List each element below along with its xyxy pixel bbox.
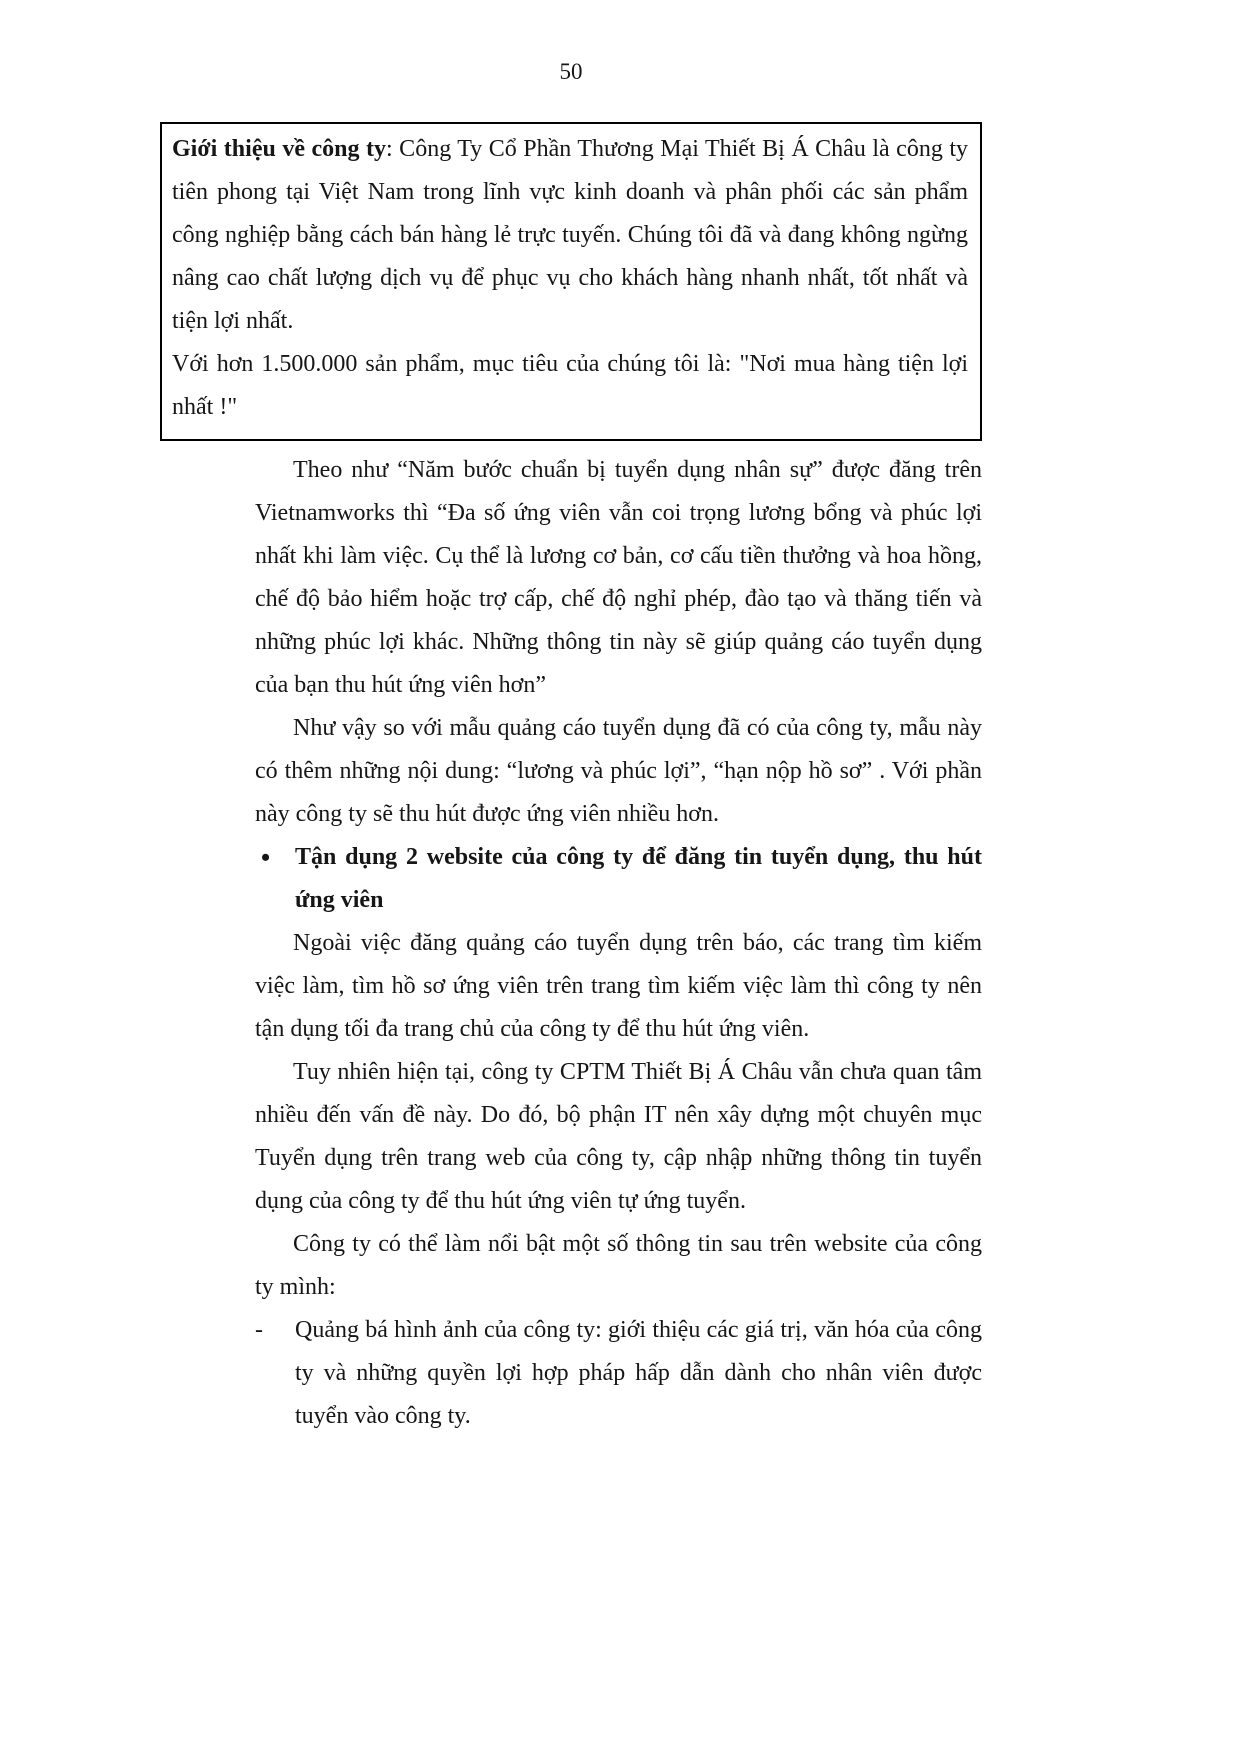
paragraph-current-state: Tuy nhiên hiện tại, công ty CPTM Thiết Bị Á Châu vẫn chưa quan tâm nhiều đến vấn đề này. Do đó, bộ phận IT nên xây dựng một chuyên mục Tuyển dụng trên trang web của công ty, cập nhập những thông tin tuyển dụng của công ty để thu hút ứng viên tự ứng tuyển. — [255, 1059, 982, 1214]
bullet-icon: • — [261, 843, 271, 872]
dash-item-text: Quảng bá hình ảnh của công ty: giới thiệu các giá trị, văn hóa của công ty và những quyền lợi hợp pháp hấp dẫn dành cho nhân viên được tuyển vào công ty. — [295, 1317, 982, 1429]
dash-item-branding — [255, 1309, 982, 1438]
body-text — [255, 449, 982, 1438]
intro-paragraph — [172, 128, 968, 343]
company-intro-box — [160, 122, 982, 441]
bullet-item-websites — [255, 836, 982, 922]
intro-tagline: Với hơn 1.500.000 sản phẩm, mục tiêu của chúng tôi là: "Nơi mua hàng tiện lợi nhất !" — [172, 351, 968, 420]
page-number: 50 — [559, 59, 583, 84]
intro-body-text: : Công Ty Cổ Phần Thương Mại Thiết Bị Á Châu là công ty tiên phong tại Việt Nam trong lĩnh vực kinh doanh và phân phối các sản phẩm công nghiệp bằng cách bán hàng lẻ trực tuyến. Chúng tôi đã và đang không ngừng nâng cao chất lượng dịch vụ để phục vụ cho khách hàng nhanh nhất, tốt nhất và tiện lợi nhất. — [172, 136, 968, 334]
paragraph-vietnamworks-quote: Theo như “Năm bước chuẩn bị tuyển dụng nhân sự” được đăng trên Vietnamworks thì “Đa số ứng viên vẫn coi trọng lương bổng và phúc lợi nhất khi làm việc. Cụ thể là lương cơ bản, cơ cấu tiền thưởng và hoa hồng, chế độ bảo hiểm hoặc trợ cấp, chế độ nghỉ phép, đào tạo và thăng tiến và những phúc lợi khác. Những thông tin này sẽ giúp quảng cáo tuyển dụng của bạn thu hút ứng viên hơn” — [255, 457, 982, 698]
dash-icon: - — [255, 1317, 263, 1343]
intro-heading: Giới thiệu về công ty — [172, 136, 386, 162]
paragraph-website-usage: Ngoài việc đăng quảng cáo tuyển dụng trên báo, các trang tìm kiếm việc làm, tìm hồ sơ ứng viên trên trang tìm kiếm việc làm thì công ty nên tận dụng tối đa trang chủ của công ty để thu hút ứng viên. — [255, 930, 982, 1042]
paragraph-ad-comparison: Như vậy so với mẫu quảng cáo tuyển dụng đã có của công ty, mẫu này có thêm những nội dung: “lương và phúc lợi”, “hạn nộp hồ sơ” . Với phần này công ty sẽ thu hút được ứng viên nhiều hơn. — [255, 715, 982, 827]
paragraph-highlight-info: Công ty có thể làm nổi bật một số thông tin sau trên website của công ty mình: — [255, 1231, 982, 1300]
bullet-item-text: Tận dụng 2 website của công ty để đăng tin tuyển dụng, thu hút ứng viên — [295, 844, 982, 913]
